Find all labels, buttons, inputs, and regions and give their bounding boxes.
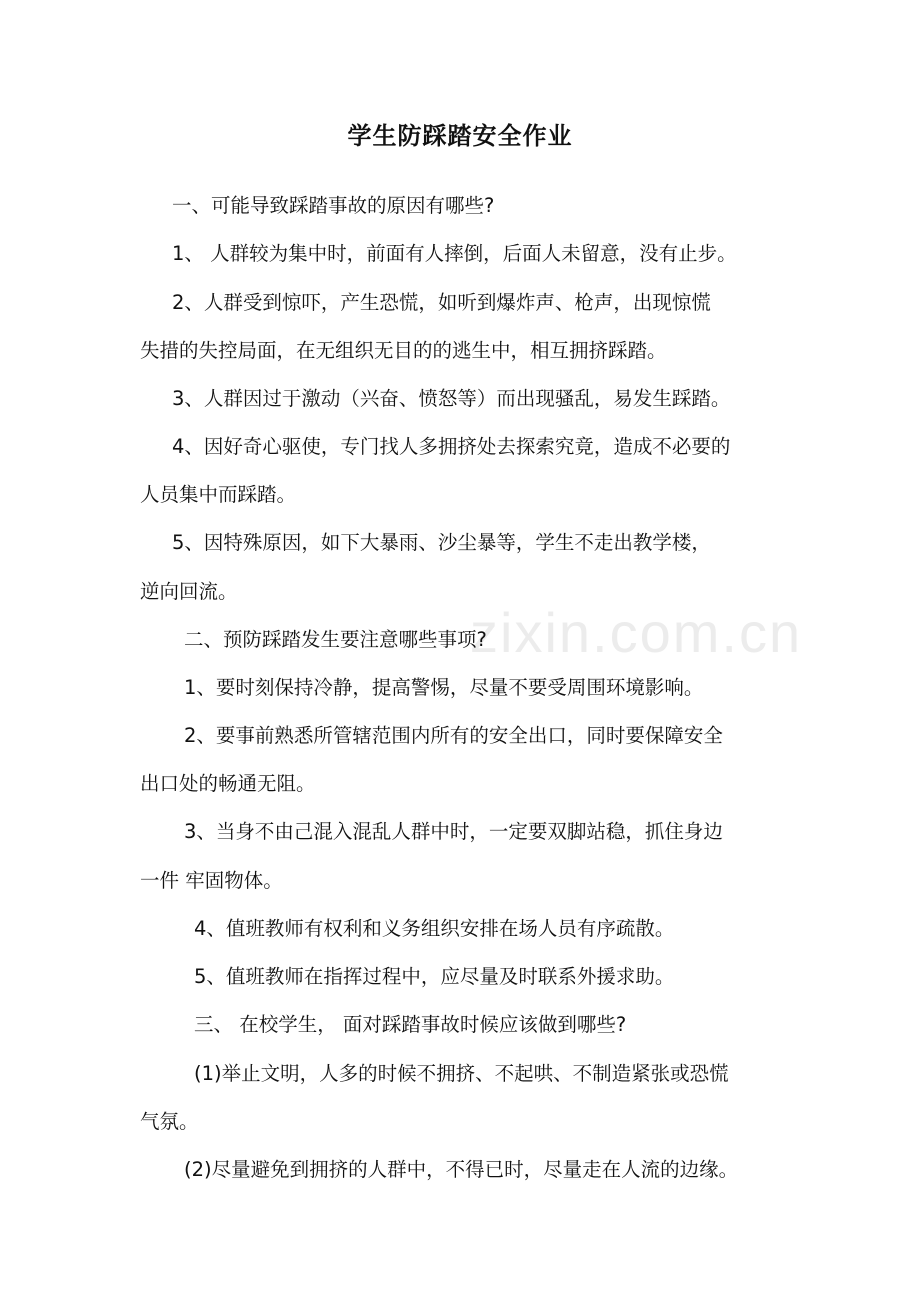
section1-item4-line2: 人员集中而踩踏。 bbox=[140, 483, 297, 506]
section2-item3-line2: 一件 牢固物体。 bbox=[140, 869, 283, 892]
section1-item2-line2: 失措的失控局面，在无组织无目的的逃生中，相互拥挤踩踏。 bbox=[140, 339, 667, 362]
section1-item3: 3、人群因过于激动（兴奋、愤怒等）而出现骚乱，易发生踩踏。 bbox=[172, 387, 731, 410]
section1-item1: 1、 人群较为集中时，前面有人摔倒，后面人未留意，没有止步。 bbox=[172, 242, 737, 265]
watermark: zixin.com.cn bbox=[470, 601, 803, 664]
section3-item1-line2: 气氛。 bbox=[140, 1110, 199, 1133]
section2-item2-line2: 出口处的畅通无阻。 bbox=[140, 772, 316, 795]
section1-item4-line1: 4、因好奇心驱使，专门找人多拥挤处去探索究竟，造成不必要的 bbox=[172, 435, 731, 458]
section3-item1-line1: (1)举止文明，人多的时候不拥挤、不起哄、不制造紧张或恐慌 bbox=[194, 1062, 729, 1085]
section1-item5-line1: 5、因特殊原因，如下大暴雨、沙尘暴等，学生不走出教学楼， bbox=[172, 531, 711, 554]
section2-heading: 二、预防踩踏发生要注意哪些事项? bbox=[184, 628, 487, 651]
section2-item2-line1: 2、要事前熟悉所管辖范围内所有的安全出口，同时要保障安全 bbox=[184, 724, 723, 747]
document-title: 学生防踩踏安全作业 bbox=[347, 122, 573, 150]
section3-heading: 三、 在校学生， 面对踩踏事故时候应该做到哪些? bbox=[194, 1013, 627, 1036]
section2-item1: 1、要时刻保持冷静，提高警惕，尽量不要受周围环境影响。 bbox=[184, 676, 704, 699]
section1-item2-line1: 2、人群受到惊吓，产生恐慌，如听到爆炸声、枪声，出现惊慌 bbox=[172, 291, 711, 314]
section2-item5: 5、值班教师在指挥过程中，应尽量及时联系外援求助。 bbox=[194, 965, 675, 988]
section2-item4: 4、值班教师有权利和义务组织安排在场人员有序疏散。 bbox=[194, 917, 675, 940]
section3-item2: (2)尽量避免到拥挤的人群中，不得已时，尽量走在人流的边缘。 bbox=[184, 1158, 739, 1181]
section2-item3-line1: 3、当身不由己混入混乱人群中时，一定要双脚站稳，抓住身边 bbox=[184, 820, 723, 843]
section1-item5-line2: 逆向回流。 bbox=[140, 580, 238, 603]
section1-heading: 一、可能导致踩踏事故的原因有哪些? bbox=[172, 194, 495, 217]
